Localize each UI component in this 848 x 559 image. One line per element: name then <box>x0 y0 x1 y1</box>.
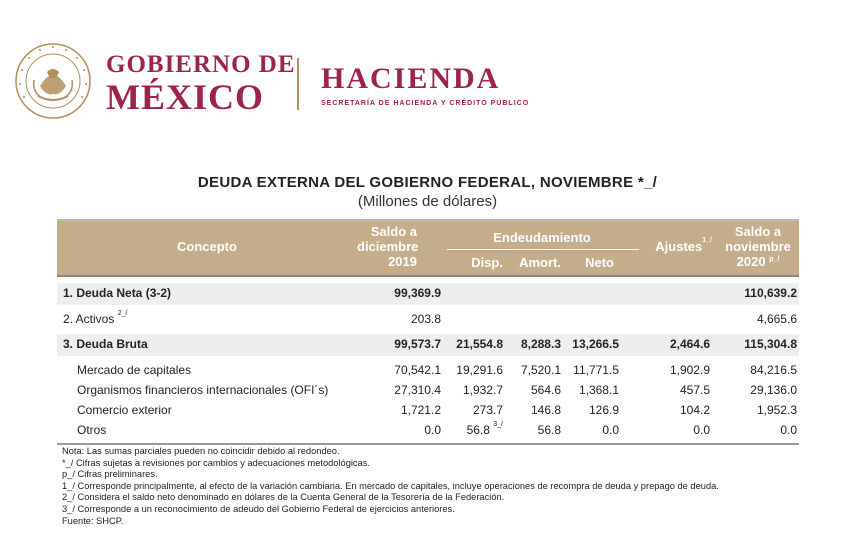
row-saldo-nov: 1,952.3 <box>756 403 797 417</box>
table-row <box>57 400 799 420</box>
row-saldo-dic: 99,369.9 <box>394 286 441 300</box>
gobierno-de-mexico-logo <box>106 52 296 115</box>
header-saldo-nov-line1: Saldo a <box>734 224 782 239</box>
header-saldo-nov-year: 2020 <box>736 254 766 269</box>
table-row <box>57 283 799 305</box>
row-concepto-text: 2. Activos <box>63 312 115 326</box>
header-endeudamiento-rule <box>447 249 639 250</box>
row-saldo-dic: 0.0 <box>424 423 441 437</box>
table-row <box>57 420 799 440</box>
national-seal-icon <box>14 42 92 120</box>
row-neto: 11,771.5 <box>573 363 619 377</box>
header-saldo-nov-line3 <box>717 254 799 269</box>
row-ajustes: 0.0 <box>693 423 710 437</box>
row-concepto: 3. Deuda Bruta <box>63 337 148 351</box>
row-saldo-nov: 115,304.8 <box>744 337 797 351</box>
row-ajustes: 2,464.6 <box>669 337 710 351</box>
table-header <box>57 219 799 277</box>
row-saldo-nov: 0.0 <box>780 423 797 437</box>
row-saldo-nov: 110,639.2 <box>744 286 797 300</box>
row-disp: 21,554.8 <box>456 337 503 351</box>
row-disp <box>445 423 503 437</box>
report-title: DEUDA EXTERNA DEL GOBIERNO FEDERAL, NOVIEMBRE *_/ <box>197 174 658 191</box>
row-concepto <box>63 312 127 326</box>
header-neto: Neto <box>585 255 614 270</box>
row-saldo-nov: 84,216.5 <box>750 363 797 377</box>
row-amort: 564.6 <box>530 383 561 397</box>
header-disp: Disp. <box>471 255 503 270</box>
hacienda-title: HACIENDA <box>321 62 501 95</box>
header-ajustes-footnote: 1_/ <box>702 237 712 244</box>
row-disp-footnote: 3_/ <box>493 421 503 428</box>
header-saldo-nov-line2: noviembre <box>725 239 791 254</box>
footnote: 2_/ Considera el saldo neto denominado en dólares de la Cuenta General de la Tesorería de la Federación. <box>62 492 505 503</box>
row-concepto: Comercio exterior <box>77 403 172 417</box>
row-saldo-dic: 70,542.1 <box>394 363 441 377</box>
row-concepto: 1. Deuda Neta (3-2) <box>63 286 172 300</box>
row-ajustes: 1,902.9 <box>669 363 710 377</box>
row-ajustes: 104.2 <box>679 403 710 417</box>
row-saldo-dic: 99,573.7 <box>394 337 441 351</box>
footnotes <box>62 446 782 527</box>
row-saldo-nov: 4,665.6 <box>756 312 797 326</box>
footnote: 3_/ Corresponde a un reconocimiento de adeudo del Gobierno Federal de ejercicios anteriores. <box>62 503 455 514</box>
header-logos <box>14 42 554 132</box>
row-saldo-nov: 29,136.0 <box>750 383 797 397</box>
table-bottom-rule <box>57 443 799 445</box>
header-saldo-dic-line1: Saldo a <box>370 224 417 239</box>
row-amort: 56.8 <box>537 423 561 437</box>
row-amort: 146.8 <box>530 403 561 417</box>
row-neto: 126.9 <box>588 403 619 417</box>
footnote: Nota: Las sumas parciales pueden no coincidir debido al redondeo. <box>62 446 340 456</box>
gobierno-line1: GOBIERNO DE <box>106 51 296 78</box>
footnote: *_/ Cifras sujetas a revisiones por cambios y adecuaciones metodológicas. <box>62 457 370 468</box>
header-saldo-nov-footnote: p_/ <box>769 256 780 263</box>
row-neto: 0.0 <box>602 423 619 437</box>
row-disp: 1,932.7 <box>462 383 503 397</box>
header-ajustes-label: Ajustes <box>655 239 703 254</box>
row-concepto: Otros <box>77 423 107 437</box>
row-disp-value: 56.8 <box>466 423 490 437</box>
row-amort: 7,520.1 <box>520 363 561 377</box>
footnote: 1_/ Corresponde principalmente, al efecto de la variación cambiaria. En mercado de capitales, incluye operaciones de recompra de deuda y prepago de deuda. <box>62 480 719 491</box>
row-saldo-dic: 27,310.4 <box>394 383 441 397</box>
row-ajustes: 457.5 <box>679 383 710 397</box>
row-neto: 13,266.5 <box>572 337 619 351</box>
footnote: p_/ Cifras preliminares. <box>62 469 158 480</box>
row-footnote: 2_/ <box>117 310 128 317</box>
hacienda-subtitle: SECRETARÍA DE HACIENDA Y CRÉDITO PÚBLICO <box>321 100 530 107</box>
gobierno-line2: MÉXICO <box>106 77 264 117</box>
row-concepto: Mercado de capitales <box>77 363 192 377</box>
table-row <box>57 360 799 380</box>
header-endeudamiento: Endeudamiento <box>493 230 591 245</box>
header-saldo-dic-line3: 2019 <box>388 254 417 269</box>
row-saldo-dic: 1,721.2 <box>400 403 441 417</box>
row-saldo-dic: 203.8 <box>410 312 441 326</box>
table-row <box>57 380 799 400</box>
header-saldo-dic-line2: diciembre <box>357 239 419 254</box>
header-saldo-noviembre <box>717 224 799 269</box>
row-concepto: Organismos financieros internacionales (OFI´s) <box>77 383 329 397</box>
header-concepto: Concepto <box>177 239 237 254</box>
table-row <box>57 334 799 356</box>
row-amort: 8,288.3 <box>520 337 561 351</box>
debt-table <box>57 219 799 445</box>
hacienda-logo <box>321 64 529 107</box>
report-subtitle: (Millones de dólares) <box>357 193 498 210</box>
header-saldo-diciembre <box>357 224 417 269</box>
footnote: Fuente: SHCP. <box>62 515 124 526</box>
row-disp: 273.7 <box>472 403 503 417</box>
row-disp: 19,291.6 <box>456 363 503 377</box>
table-row <box>57 309 799 331</box>
row-neto: 1,368.1 <box>578 383 619 397</box>
logo-divider <box>297 58 299 110</box>
header-amort: Amort. <box>519 255 561 270</box>
header-ajustes <box>632 239 712 254</box>
